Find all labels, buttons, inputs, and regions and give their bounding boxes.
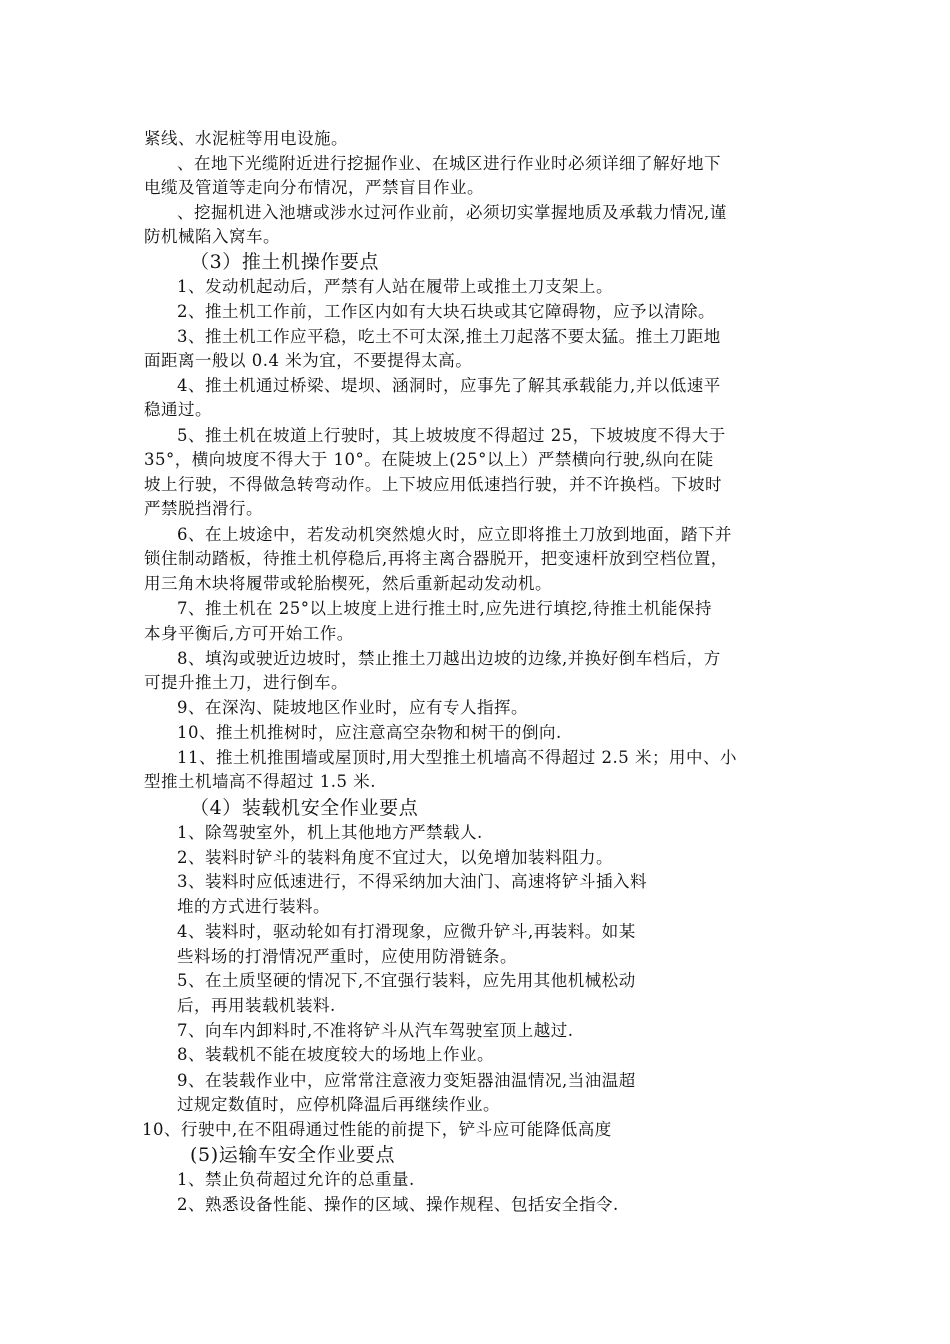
text-line: 防机械陷入窝车。 bbox=[144, 227, 280, 246]
text-line: 紧线、水泥桩等用电设施。 bbox=[144, 129, 348, 148]
text-line: 2、推土机工作前，工作区内如有大块石块或其它障碍物，应予以清除。 bbox=[177, 302, 715, 321]
text-line: 9、在深沟、陡坡地区作业时，应有专人指挥。 bbox=[177, 698, 528, 717]
text-line: 7、向车内卸料时,不准将铲斗从汽车驾驶室顶上越过. bbox=[177, 1021, 574, 1040]
text-line: 面距离一般以 0.4 米为宜，不要提得太高。 bbox=[144, 351, 473, 370]
text-line: 9、在装载作业中，应常常注意液力变矩器油温情况,当油温超 bbox=[177, 1071, 636, 1090]
text-line: 7、推土机在 25°以上坡度上进行推土时,应先进行填挖,待推土机能保持 bbox=[177, 599, 712, 618]
text-line: 8、装载机不能在坡度较大的场地上作业。 bbox=[177, 1045, 494, 1064]
text-line: 1、除驾驶室外，机上其他地方严禁载人. bbox=[177, 823, 483, 842]
text-line: 本身平衡后,方可开始工作。 bbox=[144, 624, 354, 643]
text-line: 2、装料时铲斗的装料角度不宜过大，以免增加装料阻力。 bbox=[177, 848, 613, 867]
text-line: 可提升推土刀，进行倒车。 bbox=[144, 673, 348, 692]
text-line: 8、填沟或驶近边坡时，禁止推土刀越出边坡的边缘,并换好倒车档后，方 bbox=[177, 649, 721, 668]
text-line: 、在地下光缆附近进行挖掘作业、在城区进行作业时必须详细了解好地下 bbox=[177, 154, 721, 173]
section-heading: （4）装载机安全作业要点 bbox=[190, 797, 419, 819]
text-line: 6、在上坡途中，若发动机突然熄火时，应立即将推土刀放到地面，踏下并 bbox=[177, 525, 732, 544]
text-line: 3、装料时应低速进行，不得采纳加大油门、高速将铲斗插入料 bbox=[177, 872, 647, 891]
text-line: 电缆及管道等走向分布情况，严禁盲目作业。 bbox=[144, 178, 484, 197]
text-line: 堆的方式进行装料。 bbox=[177, 897, 330, 916]
text-line: 2、熟悉设备性能、操作的区域、操作规程、包括安全指令. bbox=[177, 1195, 619, 1214]
text-line: 用三角木块将履带或轮胎楔死，然后重新起动发动机。 bbox=[144, 574, 552, 593]
text-line: 4、装料时，驱动轮如有打滑现象，应微升铲斗,再装料。如某 bbox=[177, 922, 636, 941]
text-line: 严禁脱挡滑行。 bbox=[144, 499, 263, 518]
text-line: 后，再用装载机装料. bbox=[177, 996, 336, 1015]
text-line: 3、推土机工作应平稳，吃土不可太深,推土刀起落不要太猛。推土刀距地 bbox=[177, 327, 721, 346]
text-line: 4、推土机通过桥梁、堤坝、涵洞时，应事先了解其承载能力,并以低速平 bbox=[177, 376, 721, 395]
text-line: 10、推土机推树时，应注意高空杂物和树干的倒向. bbox=[177, 723, 562, 742]
text-line: 1、禁止负荷超过允许的总重量. bbox=[177, 1170, 415, 1189]
text-line: 35°，横向坡度不得大于 10°。在陡坡上(25°以上）严禁横向行驶,纵向在陡 bbox=[144, 450, 714, 469]
section-heading: （3）推土机操作要点 bbox=[190, 251, 380, 273]
section-heading: (5)运输车安全作业要点 bbox=[190, 1144, 396, 1166]
text-line: 10、行驶中,在不阻碍通过性能的前提下，铲斗应可能降低高度 bbox=[142, 1120, 612, 1139]
text-line: 稳通过。 bbox=[144, 400, 212, 419]
text-line: 5、在土质坚硬的情况下,不宜强行装料，应先用其他机械松动 bbox=[177, 971, 636, 990]
text-line: 5、推土机在坡道上行驶时，其上坡坡度不得超过 25，下坡坡度不得大于 bbox=[177, 426, 726, 445]
text-line: 过规定数值时，应停机降温后再继续作业。 bbox=[177, 1095, 500, 1114]
text-line: 些料场的打滑情况严重时，应使用防滑链条。 bbox=[177, 947, 517, 966]
text-line: 1、发动机起动后，严禁有人站在履带上或推土刀支架上。 bbox=[177, 277, 613, 296]
text-line: 11、推土机推围墙或屋顶时,用大型推土机墙高不得超过 2.5 米；用中、小 bbox=[177, 748, 737, 767]
text-line: 锁住制动踏板，待推土机停稳后,再将主离合器脱开，把变速杆放到空档位置， bbox=[144, 549, 728, 568]
text-line: 坡上行驶，不得做急转弯动作。上下坡应用低速挡行驶，并不许换档。下坡时 bbox=[144, 475, 722, 494]
text-line: 型推土机墙高不得超过 1.5 米. bbox=[144, 772, 376, 791]
text-line: 、挖掘机进入池塘或涉水过河作业前，必须切实掌握地质及承载力情况,谨 bbox=[177, 203, 727, 222]
